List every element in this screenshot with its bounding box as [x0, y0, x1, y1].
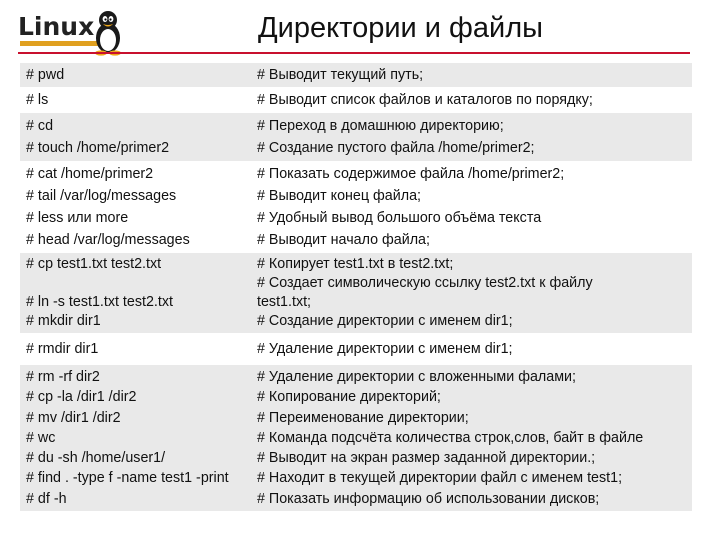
logo-text: Linux: [18, 12, 95, 41]
description-cell: [257, 255, 593, 331]
command-cell: [26, 255, 173, 331]
description-text: test1.txt;: [257, 294, 312, 310]
description-text: # Выводит на экран размер заданной директории.;: [257, 450, 596, 467]
command-text: # touch /home/primer2: [26, 140, 170, 156]
table-row: [20, 253, 692, 333]
command-text: # mv /dir1 /dir2: [26, 409, 121, 426]
table-row: [20, 63, 692, 87]
command-cell: [26, 367, 229, 509]
command-text: # tail /var/log/messages: [26, 188, 177, 204]
description-text: # Удаление директории с вложенными фалами;: [257, 369, 577, 385]
description-text: # Создает символическую ссылку test2.txt к файлу: [257, 275, 593, 291]
description-text: # Команда подсчёта количества строк,слов, байт в файле: [257, 429, 644, 446]
command-text: # df -h: [26, 490, 67, 507]
command-text: # less или more: [26, 210, 129, 226]
linux-logo: [18, 8, 118, 54]
command-text: # ln -s test1.txt test2.txt: [26, 294, 173, 310]
command-text: # wc: [26, 429, 56, 446]
description-cell: [257, 64, 423, 86]
description-cell: [257, 367, 643, 509]
description-text: # Удаление директории с именем dir1;: [257, 341, 513, 357]
command-cell: [26, 163, 190, 251]
description-text: # Создание пустого файла /home/primer2;: [257, 140, 535, 156]
description-text: # Создание директории с именем dir1;: [257, 313, 513, 329]
command-text: # cp -la /dir1 /dir2: [26, 389, 137, 406]
command-text: # mkdir dir1: [26, 313, 101, 329]
table-row: [20, 113, 692, 161]
command-text: # pwd: [26, 67, 65, 83]
command-text: # du -sh /home/user1/: [26, 450, 166, 467]
description-cell: [257, 338, 513, 360]
description-text: # Находит в текущей директории файл с именем test1;: [257, 470, 623, 487]
description-cell: [257, 163, 564, 251]
command-text: # find . -type f -name test1 -print: [26, 470, 229, 487]
commands-table: [20, 63, 692, 511]
description-text: # Копирование директорий;: [257, 389, 441, 406]
command-cell: [26, 115, 169, 159]
tux-penguin-icon: [90, 8, 126, 56]
command-text: # ls: [26, 92, 49, 108]
description-cell: [257, 115, 535, 159]
description-cell: [257, 89, 593, 111]
command-text: # cat /home/primer2: [26, 166, 154, 182]
title-divider: [18, 52, 690, 54]
description-text: # Выводит список файлов и каталогов по порядку;: [257, 92, 593, 108]
command-text: # rm -rf dir2: [26, 369, 100, 385]
table-row: [20, 333, 692, 365]
command-text: # head /var/log/messages: [26, 232, 190, 248]
description-text: # Выводит начало файла;: [257, 232, 430, 248]
command-text: # rmdir dir1: [26, 341, 99, 357]
description-text: # Выводит текущий путь;: [257, 67, 424, 83]
description-text: # Переименование директории;: [257, 409, 469, 426]
table-row: [20, 87, 692, 113]
command-cell: [26, 338, 98, 360]
command-cell: [26, 64, 64, 86]
logo-underline: [20, 41, 100, 46]
description-text: # Выводит конец файла;: [257, 188, 421, 204]
command-cell: [26, 89, 48, 111]
command-text: # cp test1.txt test2.txt: [26, 256, 162, 272]
description-text: # Показать информацию об использовании дисков;: [257, 490, 600, 507]
table-row: [20, 365, 692, 511]
table-row: [20, 161, 692, 253]
description-text: # Копирует test1.txt в test2.txt;: [257, 256, 454, 272]
command-text: [26, 274, 173, 293]
description-text: # Удобный вывод большого объёма текста: [257, 210, 542, 226]
page-title: Директории и файлы: [258, 12, 543, 44]
description-text: # Переход в домашнюю директорию;: [257, 118, 504, 134]
command-text: # cd: [26, 118, 54, 134]
description-text: # Показать содержимое файла /home/primer2;: [257, 166, 565, 182]
